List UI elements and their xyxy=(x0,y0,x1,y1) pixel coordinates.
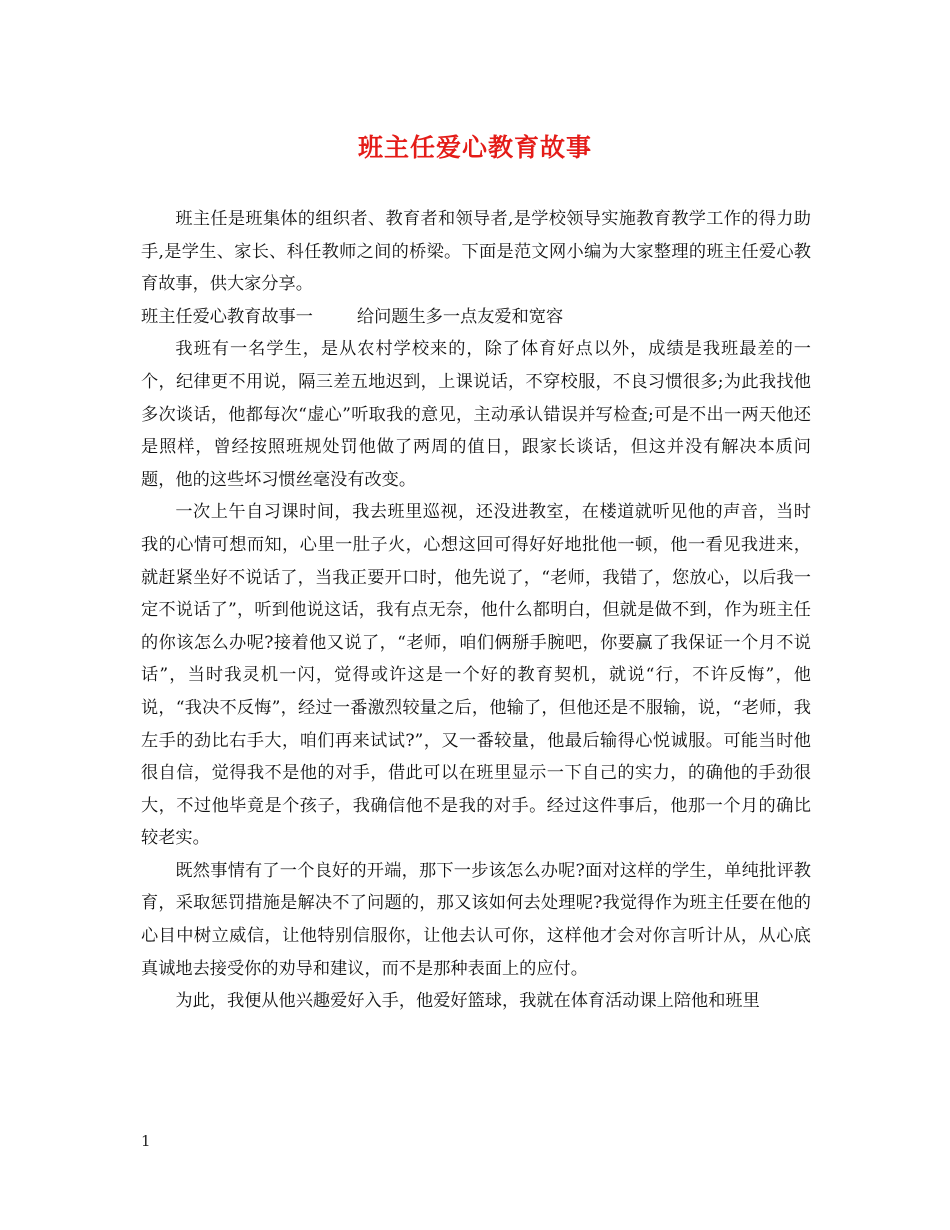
body-paragraph: 我班有一名学生，是从农村学校来的，除了体育好点以外，成绩是我班最差的一个，纪律更不用说，隔三差五地迟到，上课说话，不穿校服，不良习惯很多;为此我找他多次谈话，他都每次“虚心”听取我的意见，主动承认错误并写检查;可是不出一两天他还是照样，曾经按照班规处罚他做了两周的值日，跟家长谈话，但这并没有解决本质问题，他的这些坏习惯丝毫没有改变。 xyxy=(141,339,811,490)
intro-paragraph: 班主任是班集体的组织者、教育者和领导者,是学校领导实施教育教学工作的得力助手,是学生、家长、科任教师之间的桥梁。下面是范文网小编为大家整理的班主任爱心教育故事，供大家分享。 xyxy=(141,209,811,295)
section-heading xyxy=(141,301,811,334)
body-paragraph: 为此，我便从他兴趣爱好入手，他爱好篮球，我就在体育活动课上陪他和班里 xyxy=(175,991,760,1012)
body-paragraph: 既然事情有了一个良好的开端，那下一步该怎么办呢?面对这样的学生，单纯批评教育，采取惩罚措施是解决不了问题的，那又该如何去处理呢?我觉得作为班主任要在他的心目中树立威信，让他特别信服你，让他去认可你，这样他才会对你言听计从，从心底真诚地去接受你的劝导和建议，而不是那种表面上的应付。 xyxy=(141,860,811,979)
section-heading-label: 班主任爱心教育故事一 xyxy=(141,306,313,327)
section-heading-subtitle: 给问题生多一点友爱和宽容 xyxy=(356,306,564,327)
document-body xyxy=(141,203,811,1018)
document-title: 班主任爱心教育故事 xyxy=(357,133,592,162)
body-paragraph: 一次上午自习课时间，我去班里巡视，还没进教室，在楼道就听见他的声音，当时我的心情可想而知，心里一肚子火，心想这回可得好好地批他一顿，他一看见我进来，就赶紧坐好不说话了，当我正要开口时，他先说了，“老师，我错了，您放心，以后我一定不说话了”，听到他说这话，我有点无奈，他什么都明白，但就是做不到，作为班主任的你该怎么办呢?接着他又说了，“老师，咱们俩掰手腕吧，你要赢了我保证一个月不说话”，当时我灵机一闪，觉得或许这是一个好的教育契机，就说“行，不许反悔”，他说，“我决不反悔”，经过一番激烈较量之后，他输了，但他还是不服输，说，“老师，我左手的劲比右手大，咱们再来试试?”，又一番较量，他最后输得心悦诚服。可能当时他很自信，觉得我不是他的对手，借此可以在班里显示一下自己的实力，的确他的手劲很大，不过他毕竟是个孩子，我确信他不是我的对手。经过这件事后，他那一个月的确比较老实。 xyxy=(141,502,811,849)
page-number: 1 xyxy=(141,1132,151,1150)
